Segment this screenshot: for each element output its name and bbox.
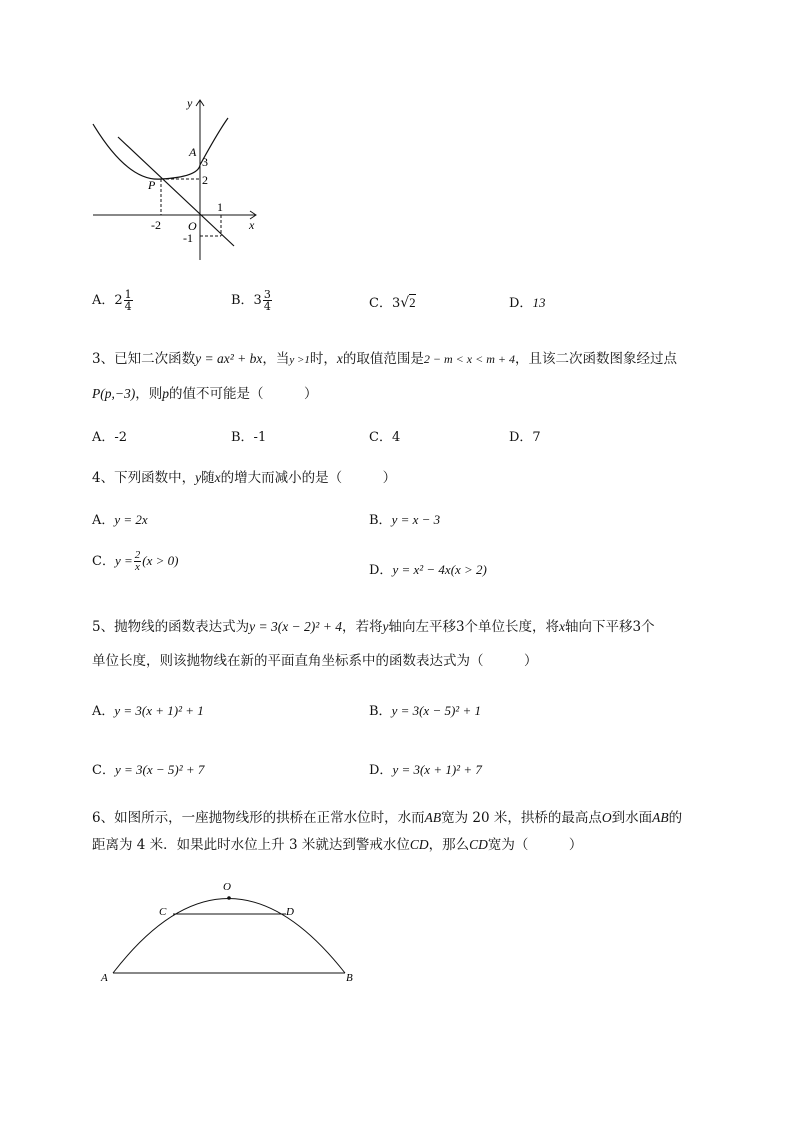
q4-option-c-fraction <box>134 550 142 573</box>
q6-var-cd2: CD <box>469 837 488 852</box>
q3-text-g: 的值不可能是（ ） <box>168 386 318 402</box>
q3-var-p: p <box>162 386 169 401</box>
q4-text-b: 随 <box>201 470 215 486</box>
q3-option-c[interactable]: C．4 <box>369 430 401 445</box>
q2-option-b-prefix: B．3 <box>231 293 262 308</box>
q5-option-a[interactable] <box>92 700 204 719</box>
q3-text-f: ，则 <box>135 386 163 402</box>
q4-stem <box>92 466 396 486</box>
q2-option-b[interactable] <box>231 289 273 312</box>
q4-text-c: 的增大而减小的是（ ） <box>220 470 397 486</box>
q5-option-a-prefix: A． <box>92 704 115 719</box>
q6-line1 <box>92 806 682 826</box>
q4-option-d[interactable] <box>369 559 487 578</box>
q6-text-b: 宽为 20 米，拱桥的最高点 <box>441 810 602 826</box>
q5-var-x: x <box>559 619 566 634</box>
q6-var-ab2: AB <box>652 810 669 825</box>
q5-var-y: y <box>382 619 389 634</box>
label-p: P <box>148 178 156 192</box>
q2-option-c-prefix: C．3 <box>369 296 401 311</box>
q5-line1 <box>92 615 655 635</box>
label-d: D <box>286 906 294 918</box>
q5-option-a-expr: y = 3(x + 1)² + 1 <box>114 703 204 718</box>
q3-option-d[interactable]: D．7 <box>509 430 541 445</box>
q3-condition: y >1 <box>289 354 310 366</box>
q3-option-a[interactable]: A．-2 <box>92 430 128 445</box>
q3-text-a: 3、已知二次函数 <box>92 351 196 367</box>
sqrt-icon: √ <box>400 295 410 311</box>
label-c: C <box>159 906 167 918</box>
q2-option-d-value: 13 <box>532 295 546 310</box>
q5-line2: 单位长度，则该抛物线在新的平面直角坐标系中的函数表达式为（ ） <box>92 653 538 669</box>
q4-option-b-prefix: B． <box>369 513 392 528</box>
q4-option-a-prefix: A． <box>92 513 115 528</box>
q3-text-b: ，当 <box>262 351 290 367</box>
q4-option-d-expr: y = x² − 4x(x > 2) <box>392 562 487 577</box>
q4-option-a[interactable] <box>92 509 148 528</box>
label-o: O <box>188 219 197 233</box>
q5-text-c: 轴向左平移3个单位长度，将 <box>388 619 560 635</box>
q2-option-a-num: 1 <box>124 288 132 301</box>
q2-option-a-fraction <box>124 289 133 312</box>
q5-option-c-prefix: C． <box>92 763 115 778</box>
figure-arch-bridge <box>95 876 365 988</box>
q5-option-d-expr: y = 3(x + 1)² + 7 <box>392 762 482 777</box>
q3-text-e: ，且该二次函数图象经过点 <box>514 351 677 367</box>
q2-option-b-fraction <box>263 289 272 312</box>
q6-text-f: ，那么 <box>428 837 470 853</box>
figure-parabola-line <box>88 92 266 264</box>
label-2: 2 <box>202 173 208 187</box>
q4-var-y: y <box>195 470 202 485</box>
q2-option-b-den: 4 <box>263 300 271 313</box>
q3-function-expr: y = ax² + bx <box>195 351 263 366</box>
q3-option-b[interactable]: B．-1 <box>231 430 267 445</box>
q4-option-a-expr: y = 2x <box>114 512 148 527</box>
q6-text-e: 距离为 4 米．如果此时水位上升 3 米就达到警戒水位 <box>92 837 410 853</box>
q2-option-d-prefix: D． <box>509 296 533 311</box>
q6-text-c: 到水面 <box>611 810 653 826</box>
q5-option-d-prefix: D． <box>369 763 393 778</box>
q3-point: P(p,−3) <box>92 386 136 401</box>
q4-option-c-cond: (x > 0) <box>142 553 179 568</box>
apex-point-o <box>227 896 231 900</box>
label-o: O <box>223 881 231 893</box>
q6-text-g: 宽为（ ） <box>487 837 583 853</box>
q5-text-d: 轴向下平移3个 <box>565 619 655 635</box>
label-neg2: -2 <box>151 218 161 232</box>
q6-var-cd: CD <box>409 837 429 852</box>
q4-option-c-lhs: y = <box>114 553 133 568</box>
q5-text-a: 5、抛物线的函数表达式为 <box>92 619 250 635</box>
q4-option-d-prefix: D． <box>369 563 393 578</box>
label-3: 3 <box>202 155 208 169</box>
q4-option-b[interactable] <box>369 509 440 528</box>
q3-line2 <box>92 382 317 402</box>
straight-line <box>118 137 234 246</box>
parabola-curve <box>93 118 228 179</box>
q2-option-d[interactable] <box>509 292 545 311</box>
q4-text-a: 4、下列函数中， <box>92 470 196 486</box>
q5-option-b-expr: y = 3(x − 5)² + 1 <box>391 703 481 718</box>
q3-text-c: 时， <box>309 351 337 367</box>
q6-var-ab: AB <box>424 810 442 825</box>
label-1: 1 <box>217 200 223 214</box>
q5-text-b: ，若将 <box>341 619 383 635</box>
q3-line1 <box>92 347 677 367</box>
q5-option-b[interactable] <box>369 700 481 719</box>
q6-text-a: 6、如图所示，一座抛物线形的拱桥在正常水位时，水而 <box>92 810 425 826</box>
q5-option-c[interactable] <box>92 759 204 778</box>
label-y: y <box>187 96 193 110</box>
q6-line2 <box>92 833 582 853</box>
q5-option-d[interactable] <box>369 759 482 778</box>
arch-parabola <box>113 899 345 974</box>
label-b: B <box>346 972 353 984</box>
q4-option-c[interactable] <box>92 550 178 573</box>
q3-range: 2 − m < x < m + 4 <box>423 352 515 366</box>
q3-text-d: 的取值范围是 <box>342 351 424 367</box>
q6-text-d: 的 <box>668 810 683 826</box>
q2-option-a-prefix: A．2 <box>92 293 123 308</box>
q4-option-c-num: 2 <box>134 549 141 561</box>
label-a: A <box>189 145 197 159</box>
q2-option-a[interactable] <box>92 289 134 312</box>
q3-var-x: x <box>336 351 343 366</box>
q4-option-c-den: x <box>135 561 140 573</box>
q4-option-b-expr: y = x − 3 <box>391 512 441 527</box>
q5-option-b-prefix: B． <box>369 704 392 719</box>
q2-option-c[interactable] <box>369 292 416 311</box>
q2-option-a-den: 4 <box>124 300 132 313</box>
label-a: A <box>101 972 108 984</box>
q4-var-x: x <box>214 470 221 485</box>
label-neg1: -1 <box>183 231 193 245</box>
q6-var-o: O <box>601 810 612 825</box>
q5-option-c-expr: y = 3(x − 5)² + 7 <box>114 762 205 777</box>
q5-function-expr: y = 3(x − 2)² + 4 <box>249 619 342 634</box>
label-x: x <box>249 218 255 232</box>
q2-option-b-num: 3 <box>263 288 271 301</box>
q4-option-c-prefix: C． <box>92 554 115 569</box>
q2-option-c-radicand: 2 <box>409 295 416 310</box>
